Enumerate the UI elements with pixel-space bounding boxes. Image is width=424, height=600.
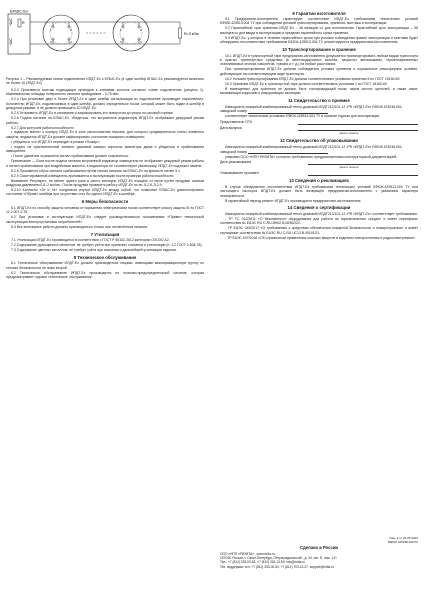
paragraph: 6.1 ИПДТ-Ех по способу защиты человека от поражения электрическим током соответствует классу защиты III по ГОСТ 12.2.007.0-75.: [6, 205, 204, 215]
paragraph: 9.2 Гарантийный срок хранения ИПДТ-Ех – 48 месяцев со дня изготовления. Гарантийный срок эксплуатации – 36 месяцев со дня ввода в эксплуатацию в пределах гарантийного срока хранения.: [220, 26, 418, 35]
serial-number-label-2: заводской номер: [220, 149, 248, 154]
wiring-diagram-svg: [6, 8, 204, 76]
company-line: 197046, Россия, г. Санкт-Петербург, Петроградская наб., д. 34, лит. Б, пом. 1-Н: [220, 556, 337, 561]
packed-by-blank: [308, 175, 418, 176]
section-12-title: 12 Свидетельство об упаковывании: [280, 138, 358, 144]
section-11-title: 11 Свидетельство о приемке: [288, 98, 350, 104]
otk-signature-row: [220, 120, 418, 124]
packed-by-row: [220, 171, 418, 175]
paragraph: 5.2.6 Подать питание на БПШС-Ех. Убедиться, что встроенные индикаторы ИПДТ-Ех отображают дежурный режим работы.: [6, 116, 204, 125]
detector-2-terminal-4: 4: [140, 40, 142, 44]
packed-by-label: Упаковывание произвел: [220, 171, 259, 176]
paragraph: упакован ООО «НПП РИЗИТА» согласно требованиям, предусмотренным конструкторской документацией.: [225, 154, 398, 159]
paragraph: • После удаления отражателя сигнал срабатывания должен сохраниться.: [11, 154, 129, 159]
section-6-title: 6 Меры безопасности: [81, 199, 129, 205]
paragraph: Извещатель пожарный комбинированный тепло-дымовой ИПДТ212/101-12 -PR «ИПДТ-Ех» БФЮК.425238.001,: [225, 144, 403, 149]
detector-2-terminal-1: 1: [120, 28, 122, 32]
paragraph: 9.1 Предприятие-изготовитель гарантирует соответствие ИПДТ-Ех требованиям технических условий БФЮК.425513.004 ТУ при соблюдении условий транспортирования, хранения, монтажа и эксплуатации.: [220, 16, 418, 26]
pack-date-row: [220, 160, 418, 164]
paragraph: 5.2.4 При установке двух и более ИПДТ-Ех в один шлейф сигнализации их подключение производят параллельно. Количество ИПДТ-Ех, подключаемых в один шлейф, должно определяться током, который может быть подан в шлейф в дежурном режиме, и не должно превышать 10 ИПДТ-Ех.: [6, 97, 204, 111]
company-line: ООО «НПП «РИЗИТА» , www.rizita.ru: [220, 552, 275, 557]
resistor-r: [18, 19, 21, 27]
detector-1-terminal-4: 4: [70, 40, 72, 44]
paragraph: 7.2 Содержание драгоценных металлов: не требует учёта при хранении, списании и утилизации (п. 1.2 ГОСТ 2.608-78).: [11, 242, 203, 247]
section-14-title: 14 Сведения о сертификации: [287, 205, 351, 211]
footer: [220, 537, 418, 569]
paragraph: Извещатель пожарный комбинированный тепло-дымовой ИПДТ212/101-12 -PR «ИПДТ-Ех» БФЮК.425238.001,: [225, 104, 403, 109]
stamp-place-label-2: (место печати): [339, 165, 359, 170]
paragraph: 7.3 Содержание цветных металлов: не требует учёта при списании и дальнейшей утилизации изделия.: [11, 247, 177, 252]
company-line: Тех. поддержка: тел. +7 (812) 333-00-53, +7 (812) 703-13-27; support@rizita.ru: [220, 564, 335, 569]
paragraph: соответствует техническим условиям БФЮК.425513.004 ТУ и признан годным для эксплуатации.: [225, 114, 381, 119]
paragraph: 5.2.9 Смонтированный извещатель принимается в эксплуатацию после проверки работоспособности.: [11, 173, 175, 178]
otk-signature-blank: [298, 124, 418, 125]
paragraph: • подвести магнит к корпусу ИПДТ-Ех в зоне расположения геркона, для которого предварительно сняты элементы защиты; индикатор ИПДТ-Ех должен зафиксировать состояние пожарного извещения;: [6, 130, 204, 139]
company-line: Тел.: +7 (812) 333-00-62, +7 (812) 318-13-60; info@rizita.ru: [220, 560, 306, 565]
paragraph: 7.1 Утилизация ИПДТ-Ех производится в соответствии с ГОСТ Р 55102-2012 категории ОЗОЗО А2.: [11, 237, 170, 242]
serial-number-line: [220, 109, 418, 113]
section-8-title: 8 Техническое обслуживание: [73, 254, 137, 260]
figure-caption: Рисунок 1 – Рекомендуемая схема подключения ИПДТ-Ех к БПШС-Ех (в один шлейф БПШС-Ех рекомендуется включать не более 10 ИПДТ-Ех): [6, 77, 204, 86]
left-column: [6, 8, 204, 280]
paragraph: 5.2.3 Произвести монтаж подводящих проводов к клеммам колонок согласно схеме подключения (рисунок 1). Максимальная площадь поперечного сечения проводников – 0,75 мм².: [6, 87, 204, 97]
paragraph: 5.2.8 Произвести сброс сигнала срабатывания путём снятия питания на БПШС-Ех на время не менее 5 с.: [11, 168, 181, 173]
stamp-place-label: (место печати): [339, 131, 359, 136]
paragraph: 5.2.5 Установить ИПДТ-Ех в основание и зафиксировать его поворотом до упора по часовой стрелке.: [11, 111, 174, 116]
revision-note: Изм. 3 от 03.05.2024: [389, 536, 418, 540]
paragraph: 6.2 При установке и эксплуатации ИПДТ-Ех следует руководствоваться положениями «Правил технической эксплуатации электроустановок потребителей».: [6, 215, 204, 224]
paragraph: - ТР ТС 012/2011 «О безопасности оборудования для работы во взрывоопасных средах» и имеет сертификат соответствия № ЕАЭС RU С-RU.ВН02.В.00962/24.: [220, 216, 418, 226]
pack-date-label: Дата упаковывания: [220, 160, 252, 165]
paragraph: Извещатель пожарный комбинированный тепло-дымовой ИПДТ212/101-12 -PR «ИПДТ-Ех» соответствует требованиям:: [225, 211, 418, 216]
paragraph: В помещениях для хранения не должно быть токопроводящей пыли, паров кислот, щелочей, а также газов, вызывающих коррозию и разрушающих изоляцию.: [220, 86, 418, 96]
paragraph: • убедиться, что ИПДТ-Ех переходит в режим «Пожар»;: [11, 139, 100, 144]
wiring-diagram: [6, 8, 204, 76]
section-7-title: 7 Утилизация: [90, 231, 120, 237]
paragraph: - ТР ЕАЭС 043/2017 «О требованиях к средствам обеспечения пожарной безопасности и пожаротушения» и имеет сертификат соответствия № ЕАЭС RU C-RU.ЧС13.В.00191/21.: [220, 226, 418, 235]
warning-paragraph: Внимание! Регулярно, не менее одного раза в шесть месяцев, ИПДТ-Ех очищать от пыли путём продувки сжатым воздухом давлением 0,5–2 кгс/см². После продувки проверить работу ИПДТ-Ех по пп. 5.2.6–5.2.9.: [6, 178, 204, 187]
detector-2-terminal-2: 2: [140, 28, 142, 32]
document-code: БФЮК.425238.001ПС: [388, 539, 418, 544]
paragraph: 10.1 ИПДТ-Ех в транспортной таре предприятия-изготовителя допускается транспортировать любым видом транспорта в крытых транспортных средствах (в железнодорожных вагонах, закрытых автомашинах, герметизированных отапливаемых отсеках самолётов, трюмах и т. д.) на любые расстояния.: [220, 53, 418, 67]
paragraph: В случае обнаружения несоответствия ИПДТ-Ех требованиям технических условий БФЮК.425513.004 ТУ или настоящего паспорта ИПДТ-Ех должен быть возвращён предприятию-изготовителю с указанием характера неисправности.: [220, 184, 418, 198]
paragraph: 10.2 Условия транспортирования ИПДТ-Ех должны соответствовать условиям хранения 5 по ГОСТ 15150-69.: [225, 76, 401, 81]
detector-1-terminal-2: 2: [70, 28, 72, 32]
paragraph: 5.2.10 Контакты «3» и «4» соединены внутри ИПДТ-Ех между собой, что позволяет БПШС-Ех диагностировать состояние «Обрыв» шлейфа при отсутствии хотя бы одного ИПДТ-Ех в шлейфе.: [6, 187, 204, 197]
detector-1-terminal-1: 1: [50, 28, 52, 32]
paragraph: - ТР ЕАЭС 037/2016 «Об ограничении применения опасных веществ в изделиях электротехники и радиоэлектроники».: [225, 235, 416, 240]
paragraph: 8.2 Техническое обслуживание ИПДТ-Ех производится по планово-предупредительной системе, которая предусматривает годовое техническое обслуживание.: [6, 270, 204, 280]
release-date-label: Дата выпуска: [220, 126, 242, 131]
section-10-title: 10 Транспортирование и хранение: [282, 47, 356, 53]
note-paragraph: Примечание — Если после подачи питания встроенный индикатор извещателя не отображает дежурный режим работы и сигнал срабатывания при воздействии магнита, а индикаторы не соответствуют указанному, ИПДТ-Ех подлежит замене.: [6, 159, 204, 168]
detector-1: [43, 15, 79, 51]
paragraph: • подать на чувствительный элемент дымовой камеры аэрозоль имитатора дыма и убедиться в срабатывании извещателя.: [6, 144, 204, 154]
paragraph: В гарантийный период ремонт ИПДТ-Ех производится предприятием-изготовителем.: [225, 198, 362, 203]
paragraph: При транспортировании ИПДТ-Ех должны соблюдаться условия хранения и нормальные атмосферные условия, действующие на соответствующем виде транспорта.: [220, 67, 418, 76]
pack-date-blank: [308, 164, 418, 165]
paragraph: 10.3 Хранение ИПДТ-Ех в транспортной таре должно соответствовать условиям 1 по ГОСТ 15150-69.: [225, 81, 388, 86]
end-of-line-resistor: [179, 28, 182, 38]
plus-shs-label: +ШС: [9, 18, 13, 26]
otk-label: Представитель ОТК: [220, 120, 252, 125]
paragraph: 9.3 ИПДТ-Ех, у которых в течение гарантийного срока при условии соблюдения правил эксплуатации и монтажа будет обнаружено несоответствие требованиям БФЮК.425513.004 ТУ, ремонтируются предприятием-изготовителем.: [220, 35, 418, 45]
paragraph: 5.2.7 Для контроля работоспособности:: [11, 125, 75, 130]
paragraph: 6.3 Все монтажные работы должны производиться только при отключённом питании.: [11, 224, 148, 229]
release-date-row: [220, 126, 418, 130]
serial-number-blank-2: [248, 153, 328, 154]
bpsh-label: БПШС-Ех: [10, 8, 29, 14]
serial-number-label: заводской номер: [220, 109, 248, 114]
detector-2: [113, 15, 149, 51]
section-13-title: 13 Сведения о рекламациях: [289, 178, 349, 184]
resistor-r-label: R: [22, 21, 25, 25]
rout-label: R=3 кОм: [184, 32, 199, 36]
paragraph: 8.1 Техническое обслуживание ИПДТ-Ех должно производиться лицами, имеющими квалификационную группу по технике безопасности не ниже второй.: [6, 261, 204, 270]
serial-number-line-2: [220, 150, 418, 154]
right-column: [220, 8, 418, 241]
minus-shs-label: −ШС: [9, 38, 13, 46]
detector-1-terminal-3: 3: [50, 40, 52, 44]
detector-2-terminal-3: 3: [120, 40, 122, 44]
section-9-title: 9 Гарантии изготовителя: [292, 10, 346, 16]
made-in-label: Сделано в России: [300, 545, 338, 551]
